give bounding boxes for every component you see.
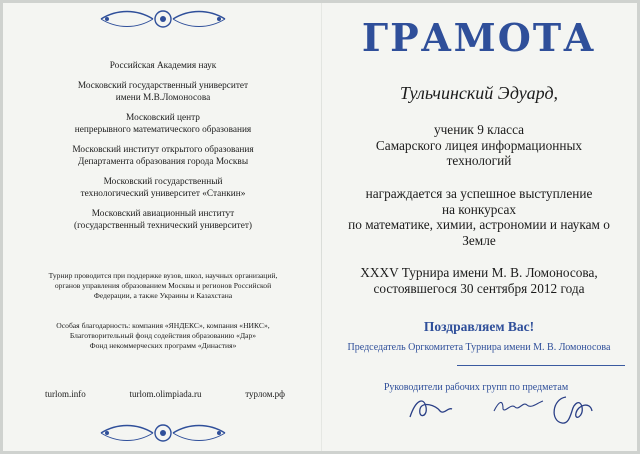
student-info: ученик 9 класса Самарского лицея информационных технологий [375,122,583,168]
thanks-note: Особая благодарность: компания «ЯНДЕКС», компания «НИКС», Благотворительный фонд содействия образованию «Дар» Фонд некоммерческих программ «Династия» [56,321,270,350]
bottom-ornament-icon [97,421,229,445]
support-note: Турнир проводится при поддержке вузов, школ, научных организаций, органов управления образованием Москвы и регионов Российской Федерации, а также Украины и Казахстана [48,271,278,300]
organization-item: Российская Академия наук [109,61,217,71]
link-turlom-olimpiada: turlom.olimpiada.ru [129,389,202,399]
signature-3-icon [546,391,596,429]
organizations-list [33,60,293,240]
award-text: награждается за успешное выступление на конкурсах по математике, химии, астрономии и наукам о Земле [348,186,610,248]
certificate-title: ГРАМОТА [361,15,597,60]
organization-item: Московский государственный университет имени М.В.Ломоносова [77,81,249,103]
link-turlom-info: turlom.info [45,389,86,399]
left-page [3,3,321,451]
website-links [45,389,285,399]
signature-2-icon [491,391,546,419]
certificate-sheet [3,3,637,451]
chairman-caption: Председатель Оргкомитета Турнира имени М. В. Ломоносова [347,342,611,353]
congratulations-text: Поздравляем Вас! [423,319,535,334]
organization-item: Московский институт открытого образования Департамента образования города Москвы [72,145,254,167]
right-page [321,3,637,451]
group-heads-caption: Руководители рабочих групп по предметам [383,382,569,393]
signature-line [457,365,625,366]
tournament-info: XXXV Турнира имени М. В. Ломоносова, состоявшегося 30 сентября 2012 года [360,265,598,296]
signature-1-icon [406,391,456,425]
organization-item: Московский центр непрерывного математического образования [74,113,252,135]
top-ornament-icon [97,7,229,31]
recipient-name: Тульчинский Эдуард, [399,83,559,103]
organization-item: Московский государственный технологический университет «Станкин» [80,177,246,199]
organization-item: Московский авиационный институт (государственный технический университет) [73,209,253,231]
link-turlom-rf: турлом.рф [245,389,285,399]
